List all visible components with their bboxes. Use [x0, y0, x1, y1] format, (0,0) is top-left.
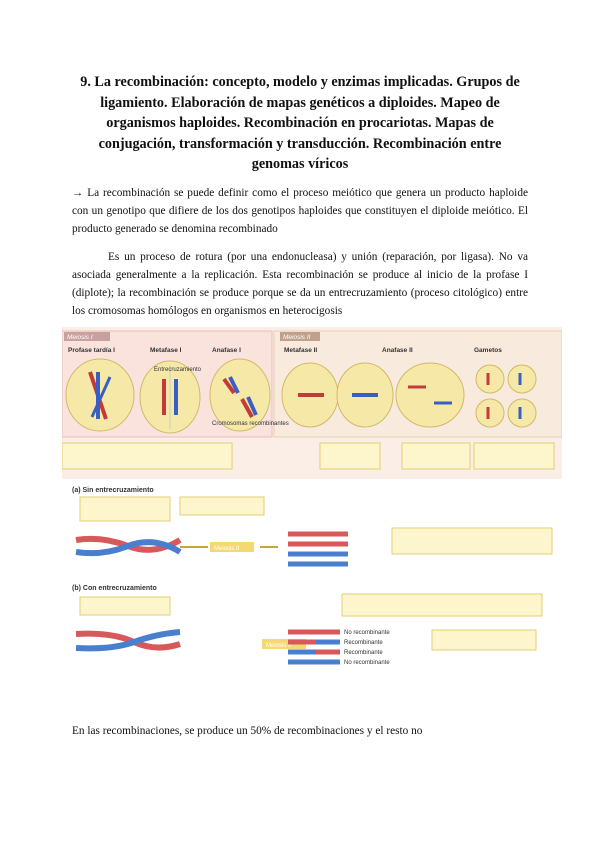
paragraph-definition: → La recombinación se puede definir como el proceso meiótico que genera un producto haploide con un genotipo que difiere de los dos genotipos haploides que constituyen el diploide meiótico. El producto generado se denomina recombinado: [72, 187, 528, 235]
meiosis-label: Meiosis II: [214, 546, 240, 552]
paragraph-percentage: En las recombinaciones, se produce un 50% de recombinaciones y el resto no: [72, 725, 423, 737]
outcome-label: Recombinante: [344, 640, 383, 646]
section-heading: 9. La recombinación: concepto, modelo y enzimas implicadas. Grupos de ligamiento. Elaboración de mapas genéticos a diploides. Mapeo de organismos haploides. Recombinación en procariotas. Mapas de conjugación, transformación y transducción. Recombinación entre genomas víricos: [80, 74, 520, 172]
crossover-figure: [72, 484, 556, 684]
no-crossover-title: (a) Sin entrecruzamiento: [72, 487, 154, 494]
stage-label: Anafase I: [212, 347, 241, 354]
outcome-label: No recombinante: [344, 660, 390, 666]
stage-label: Metafase I: [150, 347, 182, 354]
stage-label: Profase tardía I: [68, 347, 115, 354]
crossover-title: (b) Con entrecruzamiento: [72, 585, 157, 592]
stage-label: Anafase II: [382, 347, 413, 354]
paragraph-mechanism: Es un proceso de rotura (por una endonucleasa) y unión (reparación, por ligasa). No va asociada generalmente a la replicación. Esta recombinación se produce al inicio de la profase I (diplote); la recombinación se produce porque se da un entrecruzamiento (proceso citológico) entre los cromosomas homólogos en organismos en heterocigosis: [72, 251, 528, 317]
meiosis2-label: Meiosis II: [283, 334, 311, 341]
meiosis-label: Meiosis II: [266, 643, 292, 649]
recombinant-label: Cromosomas recombinantes: [212, 421, 289, 427]
outcome-label: No recombinante: [344, 630, 390, 636]
crossing-label: Entrecruzamiento: [154, 367, 202, 373]
stage-label: Metafase II: [284, 347, 318, 354]
stage-label: Gametos: [474, 347, 502, 354]
meiosis1-label: Meiosis I: [67, 334, 93, 341]
meiosis-figure: [62, 327, 562, 479]
outcome-label: Recombinante: [344, 650, 383, 656]
